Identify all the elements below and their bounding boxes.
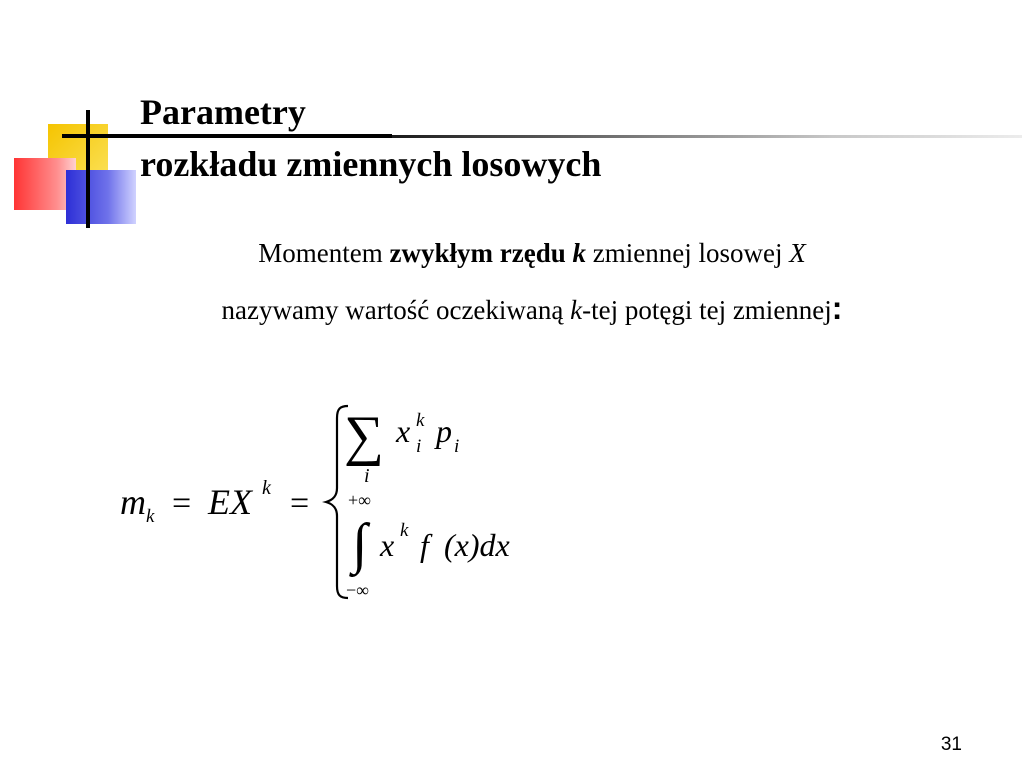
case2-f: f: [420, 527, 429, 563]
case1-x: x: [396, 413, 411, 449]
page-number: 31: [940, 734, 962, 755]
case2-x: x: [380, 527, 395, 563]
formula-svg: [100, 396, 560, 606]
text-segment: -tej potęgi tej zmiennej: [582, 295, 832, 325]
formula-ex: EX: [208, 482, 252, 522]
sum-index: i: [364, 465, 370, 487]
slide-title: [140, 86, 601, 190]
case1-sub-i: i: [416, 436, 422, 457]
formula-ex-sup-k: k: [262, 477, 271, 499]
case1-p-sub-i: i: [454, 436, 460, 457]
colon: :: [831, 290, 843, 326]
integral-symbol: ∫: [352, 513, 368, 575]
slide-decoration: [0, 0, 140, 240]
formula-equals-2: =: [290, 485, 310, 522]
variable-x: X: [789, 238, 806, 268]
bold-italic-k: k: [572, 238, 586, 268]
formula-equals-1: =: [172, 485, 192, 522]
text-segment: nazywamy wartość oczekiwaną: [221, 295, 571, 325]
formula-m: m: [120, 482, 146, 522]
title-line-1: Parametry: [140, 92, 306, 132]
int-upper-limit: +∞: [348, 490, 371, 510]
variable-k: k: [570, 295, 583, 325]
decoration-blue-square: [66, 170, 136, 224]
definition-line-1: [100, 240, 964, 267]
sum-symbol: ∑: [344, 405, 384, 467]
decoration-vertical-line: [86, 110, 90, 228]
bold-term: zwykłym rzędu: [389, 238, 573, 268]
moment-formula: [100, 396, 560, 606]
title-line-2: rozkładu zmiennych losowych: [140, 144, 602, 184]
case2-sup-k: k: [400, 520, 409, 541]
int-lower-limit: −∞: [346, 580, 369, 600]
formula-sub-k: k: [146, 506, 155, 527]
definition-line-2: [100, 292, 964, 324]
text-segment: Momentem: [258, 238, 390, 268]
case2-arg: (x)dx: [444, 527, 510, 563]
case1-sup-k: k: [416, 410, 425, 431]
text-segment: zmiennej losowej: [586, 238, 790, 268]
case1-p: p: [436, 413, 452, 449]
